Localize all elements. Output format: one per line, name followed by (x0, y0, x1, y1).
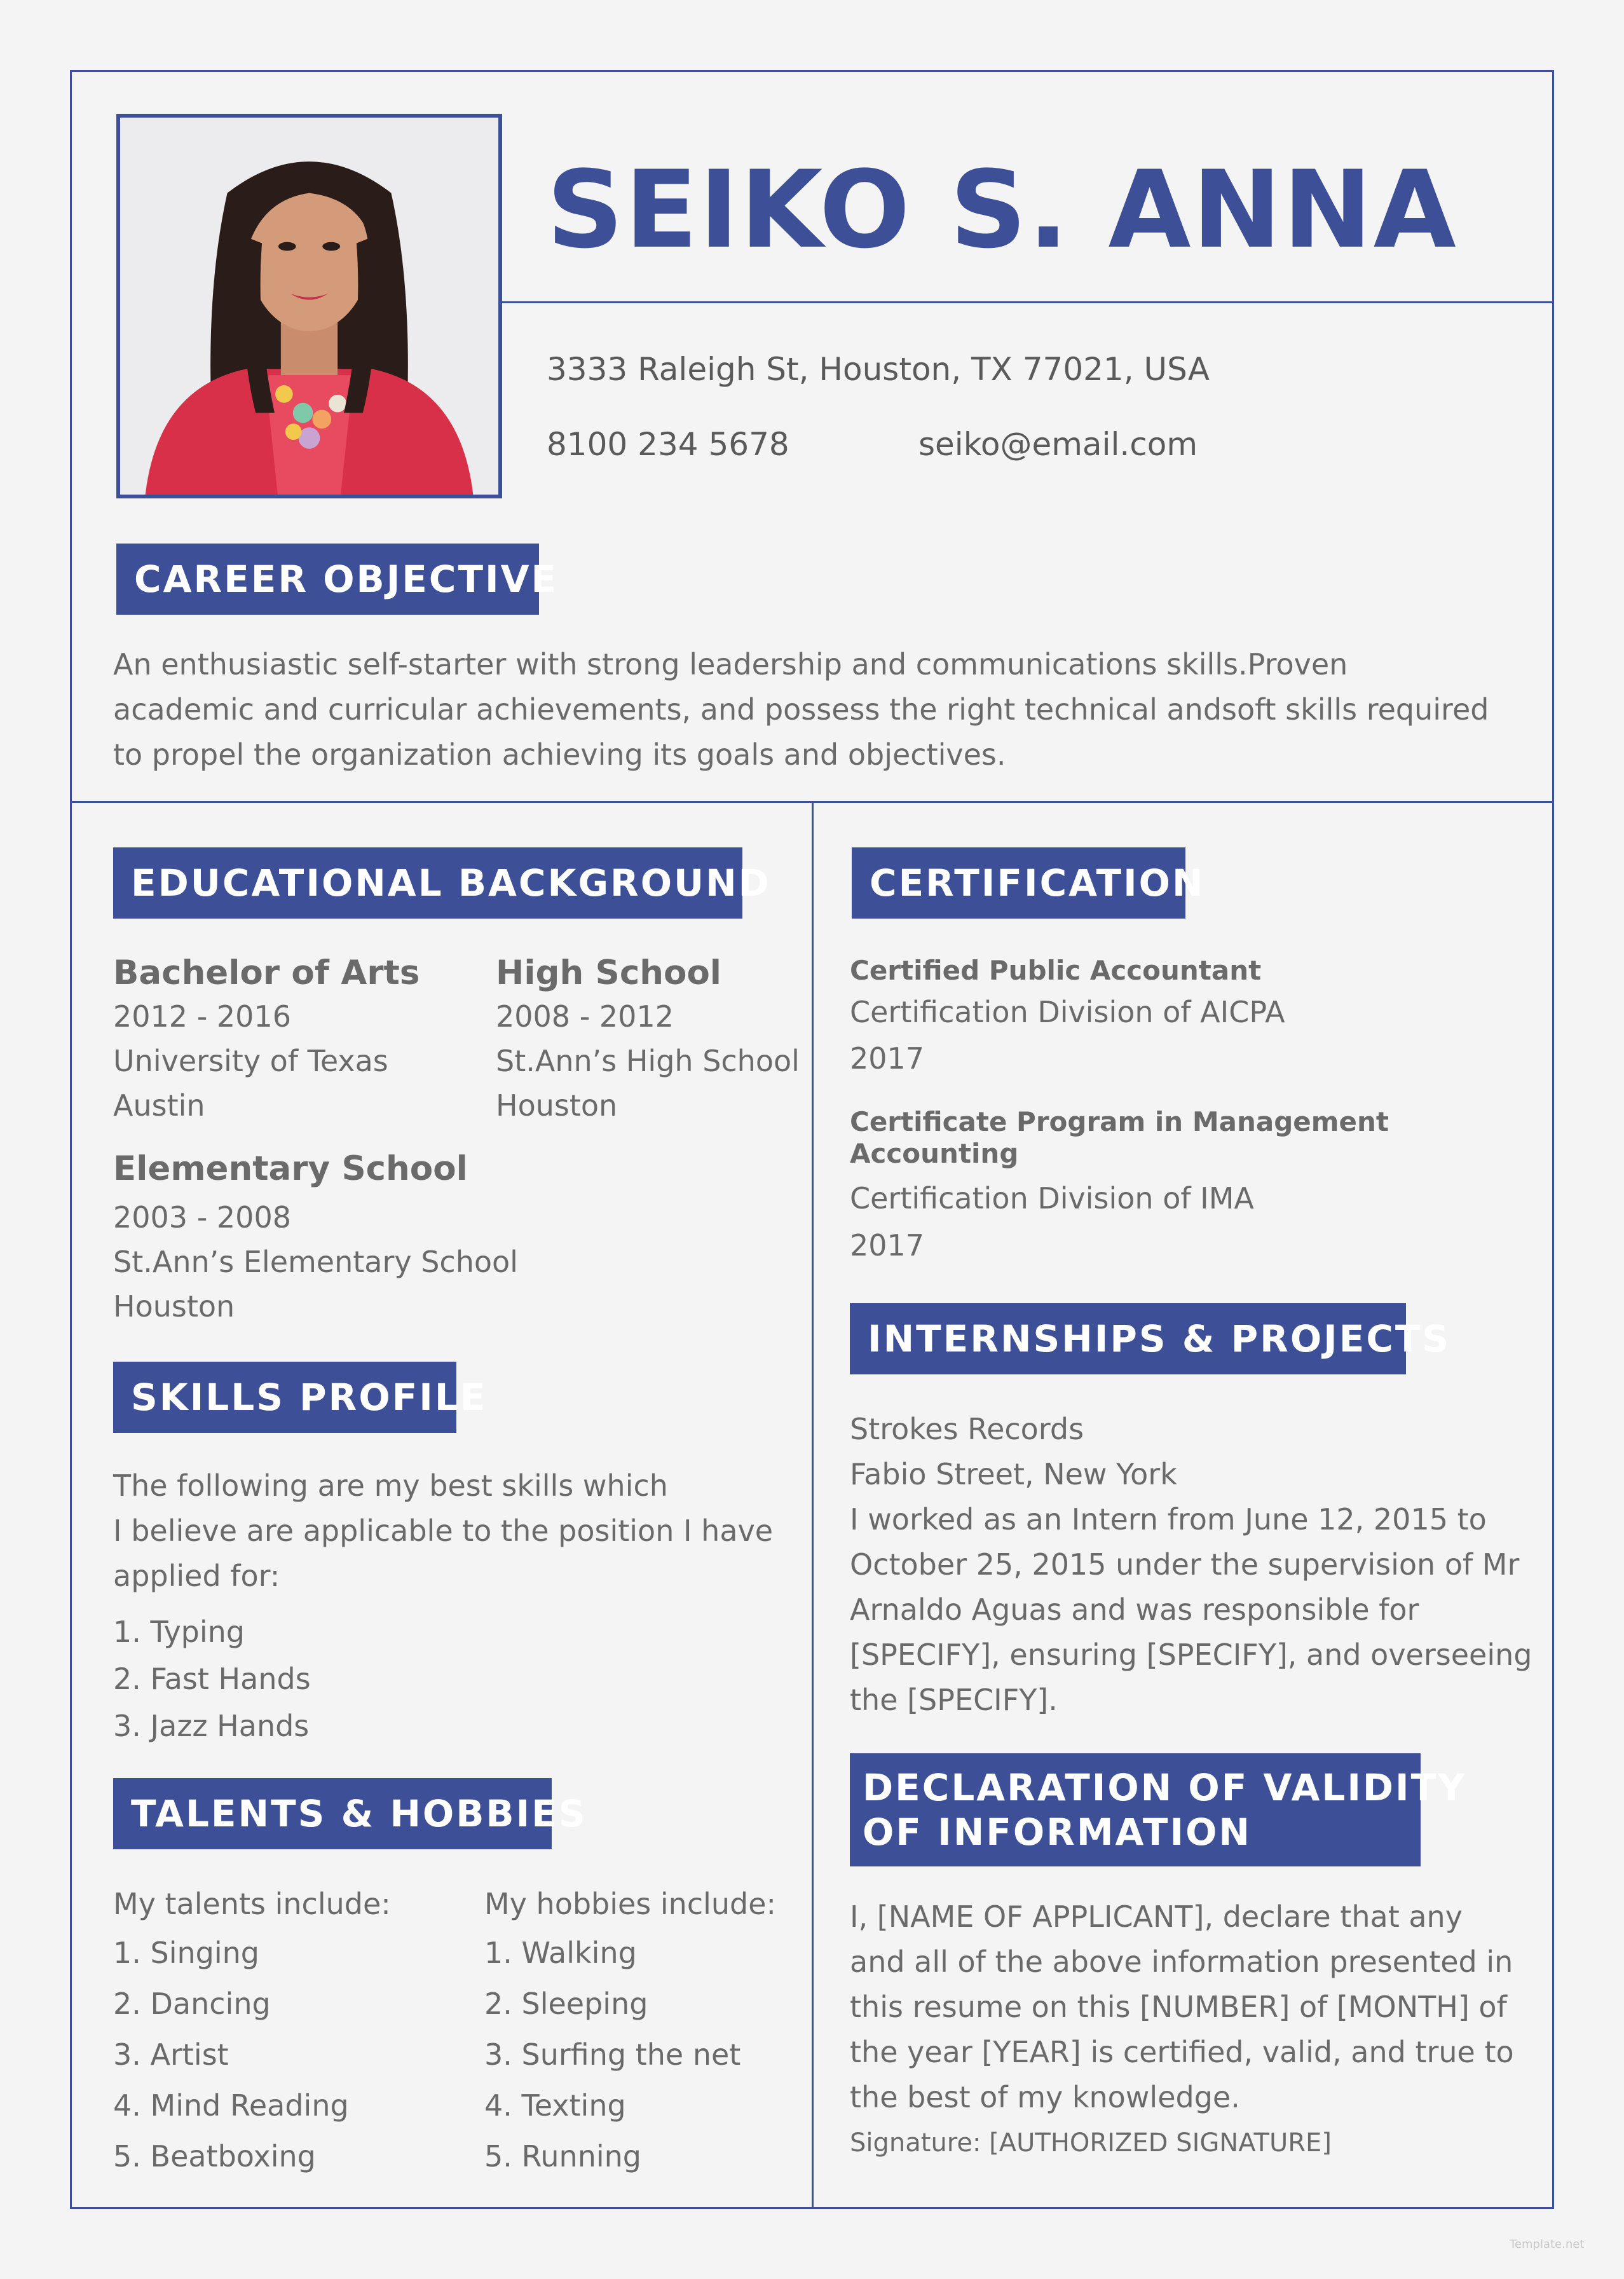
career-objective-heading: CAREER OBJECTIVE (116, 544, 539, 615)
bachelor-city: Austin (113, 1088, 205, 1123)
declaration-line: the year [YEAR] is certified, valid, and true to (850, 2035, 1514, 2069)
cert1-year: 2017 (850, 1041, 925, 1076)
declaration-line: the best of my knowledge. (850, 2080, 1240, 2114)
watermark: Template.net (1510, 2238, 1585, 2251)
bachelor-school: University of Texas (113, 1044, 388, 1078)
declaration-line: and all of the above information presented in (850, 1945, 1513, 1979)
declaration-heading (850, 1753, 1467, 1866)
declaration-heading-line: OF INFORMATION (863, 1810, 1252, 1854)
phone: 8100 234 5678 (547, 426, 789, 463)
cert1-name: Certified Public Accountant (850, 955, 1262, 986)
elementary-degree: Elementary School (113, 1149, 468, 1188)
talent-item: 5. Beatboxing (113, 2139, 316, 2173)
skills-intro-line: applied for: (113, 1559, 280, 1593)
declaration-line: I, [NAME OF APPLICANT], declare that any (850, 1899, 1463, 1934)
talents-label: My talents include: (113, 1887, 391, 1921)
high-school-degree: High School (496, 954, 721, 992)
declaration-line: this resume on this [NUMBER] of [MONTH] of (850, 1990, 1507, 2024)
elementary-school: St.Ann’s Elementary School (113, 1245, 518, 1279)
internships-line: Strokes Records (850, 1412, 1084, 1446)
internships-line: October 25, 2015 under the supervision of Mr (850, 1547, 1520, 1582)
bachelor-degree: Bachelor of Arts (113, 954, 420, 992)
hobbies-list (484, 1927, 740, 2182)
cert2-name-line2: Accounting (850, 1138, 1019, 1169)
elementary-city: Houston (113, 1289, 235, 1324)
signature-line: Signature: [AUTHORIZED SIGNATURE] (850, 2128, 1332, 2158)
skills-list (113, 1608, 311, 1749)
career-objective-text (113, 642, 1489, 777)
cert2-name-line1: Certificate Program in Management (850, 1106, 1389, 1137)
internships-line: [SPECIFY], ensuring [SPECIFY], and overseeing (850, 1638, 1532, 1672)
skills-intro (113, 1463, 773, 1599)
talent-item: 3. Artist (113, 2037, 229, 2072)
cert1-division: Certification Division of AICPA (850, 995, 1285, 1029)
internships-heading: INTERNSHIPS & PROJECTS (850, 1303, 1406, 1374)
skill-item: 1. Typing (113, 1615, 245, 1649)
bachelor-years: 2012 - 2016 (113, 999, 291, 1034)
internships-text (850, 1407, 1532, 1723)
internships-line: Arnaldo Aguas and was responsible for (850, 1592, 1419, 1627)
internships-line: Fabio Street, New York (850, 1457, 1177, 1491)
talents-heading: TALENTS & HOBBIES (113, 1778, 552, 1849)
email: seiko@email.com (918, 426, 1198, 463)
high-school-years: 2008 - 2012 (496, 999, 674, 1034)
cert2-year: 2017 (850, 1228, 925, 1263)
hobby-item: 5. Running (484, 2139, 642, 2173)
certification-heading: CERTIFICATION (852, 847, 1185, 919)
high-school-name: St.Ann’s High School (496, 1044, 800, 1078)
talents-list (113, 1927, 349, 2182)
cert2-division: Certification Division of IMA (850, 1181, 1254, 1215)
hobby-item: 3. Surfing the net (484, 2037, 741, 2072)
career-objective-line: academic and curricular achievements, and possess the right technical andsoft skills required (113, 692, 1489, 727)
applicant-name: SEIKO S. ANNA (547, 147, 1457, 272)
skills-heading: SKILLS PROFILE (113, 1362, 456, 1433)
elementary-years: 2003 - 2008 (113, 1200, 291, 1235)
education-heading: EDUCATIONAL BACKGROUND (113, 847, 742, 919)
hobby-item: 1. Walking (484, 1936, 637, 1970)
hobby-item: 2. Sleeping (484, 1987, 648, 2021)
skill-item: 3. Jazz Hands (113, 1709, 310, 1743)
hobby-item: 4. Texting (484, 2088, 626, 2123)
profile-photo (116, 114, 502, 498)
address: 3333 Raleigh St, Houston, TX 77021, USA (547, 351, 1210, 388)
skills-intro-line: I believe are applicable to the position I have (113, 1514, 774, 1548)
internships-line: the [SPECIFY]. (850, 1683, 1058, 1717)
declaration-heading-line: DECLARATION OF VALIDITY (863, 1766, 1467, 1809)
declaration-text (850, 1894, 1514, 2120)
skill-item: 2. Fast Hands (113, 1662, 311, 1696)
talent-item: 2. Dancing (113, 1987, 271, 2021)
career-objective-line: An enthusiastic self-starter with strong leadership and communications skills.Proven (113, 647, 1348, 681)
name-divider (502, 301, 1554, 303)
skills-intro-line: The following are my best skills which (113, 1468, 668, 1503)
career-objective-line: to propel the organization achieving its goals and objectives. (113, 737, 1006, 772)
hobbies-label: My hobbies include: (484, 1887, 777, 1921)
talent-item: 4. Mind Reading (113, 2088, 349, 2123)
high-school-city: Houston (496, 1088, 618, 1123)
internships-line: I worked as an Intern from June 12, 2015 to (850, 1502, 1487, 1536)
talent-item: 1. Singing (113, 1936, 259, 1970)
profile-photo-illustration (120, 118, 498, 495)
column-divider (812, 801, 814, 2209)
